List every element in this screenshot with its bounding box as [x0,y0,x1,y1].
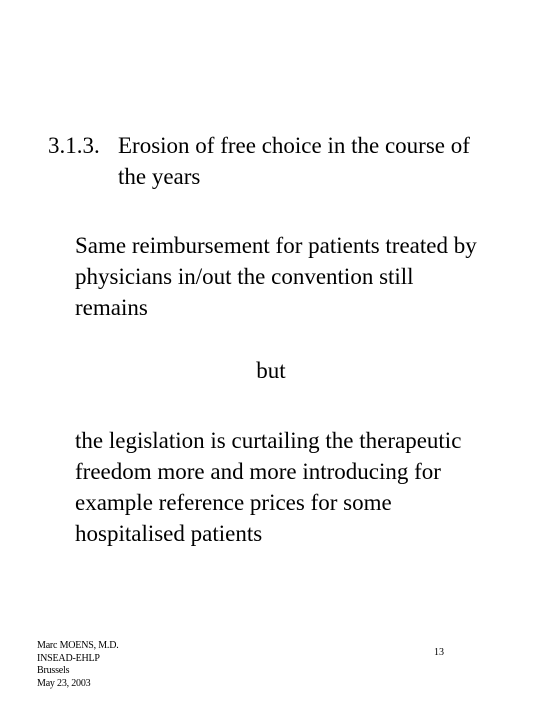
section-number: 3.1.3. [48,133,100,158]
page-number: 13 [434,647,444,658]
paragraph-line: physicians in/out the convention still [75,264,414,289]
heading-title-line-2: the years [118,164,201,189]
paragraph-line: example reference prices for some [75,490,392,515]
paragraph-line: remains [75,295,148,320]
slide-heading [48,130,518,192]
footer-author-line: Brussels [37,665,70,676]
paragraph-line: Same reimbursement for patients treated by [75,233,477,258]
heading-title-line-1: Erosion of free choice in the course of [118,133,470,158]
footer-author-block [37,640,119,690]
paragraph-line: freedom more and more introducing for [75,459,441,484]
paragraph-line: hospitalised patients [75,521,263,546]
paragraph-line: the legislation is curtailing the therapeutic [75,428,462,453]
footer-author-line: INSEAD-EHLP [37,652,100,664]
footer-author-line: May 23, 2003 [37,677,91,689]
heading-first-line [48,130,518,161]
footer-author-line: Marc MOENS, M.D. [37,640,119,651]
connector-word: but [256,358,286,383]
paragraph-legislation [75,425,520,549]
paragraph-reimbursement [75,230,520,323]
